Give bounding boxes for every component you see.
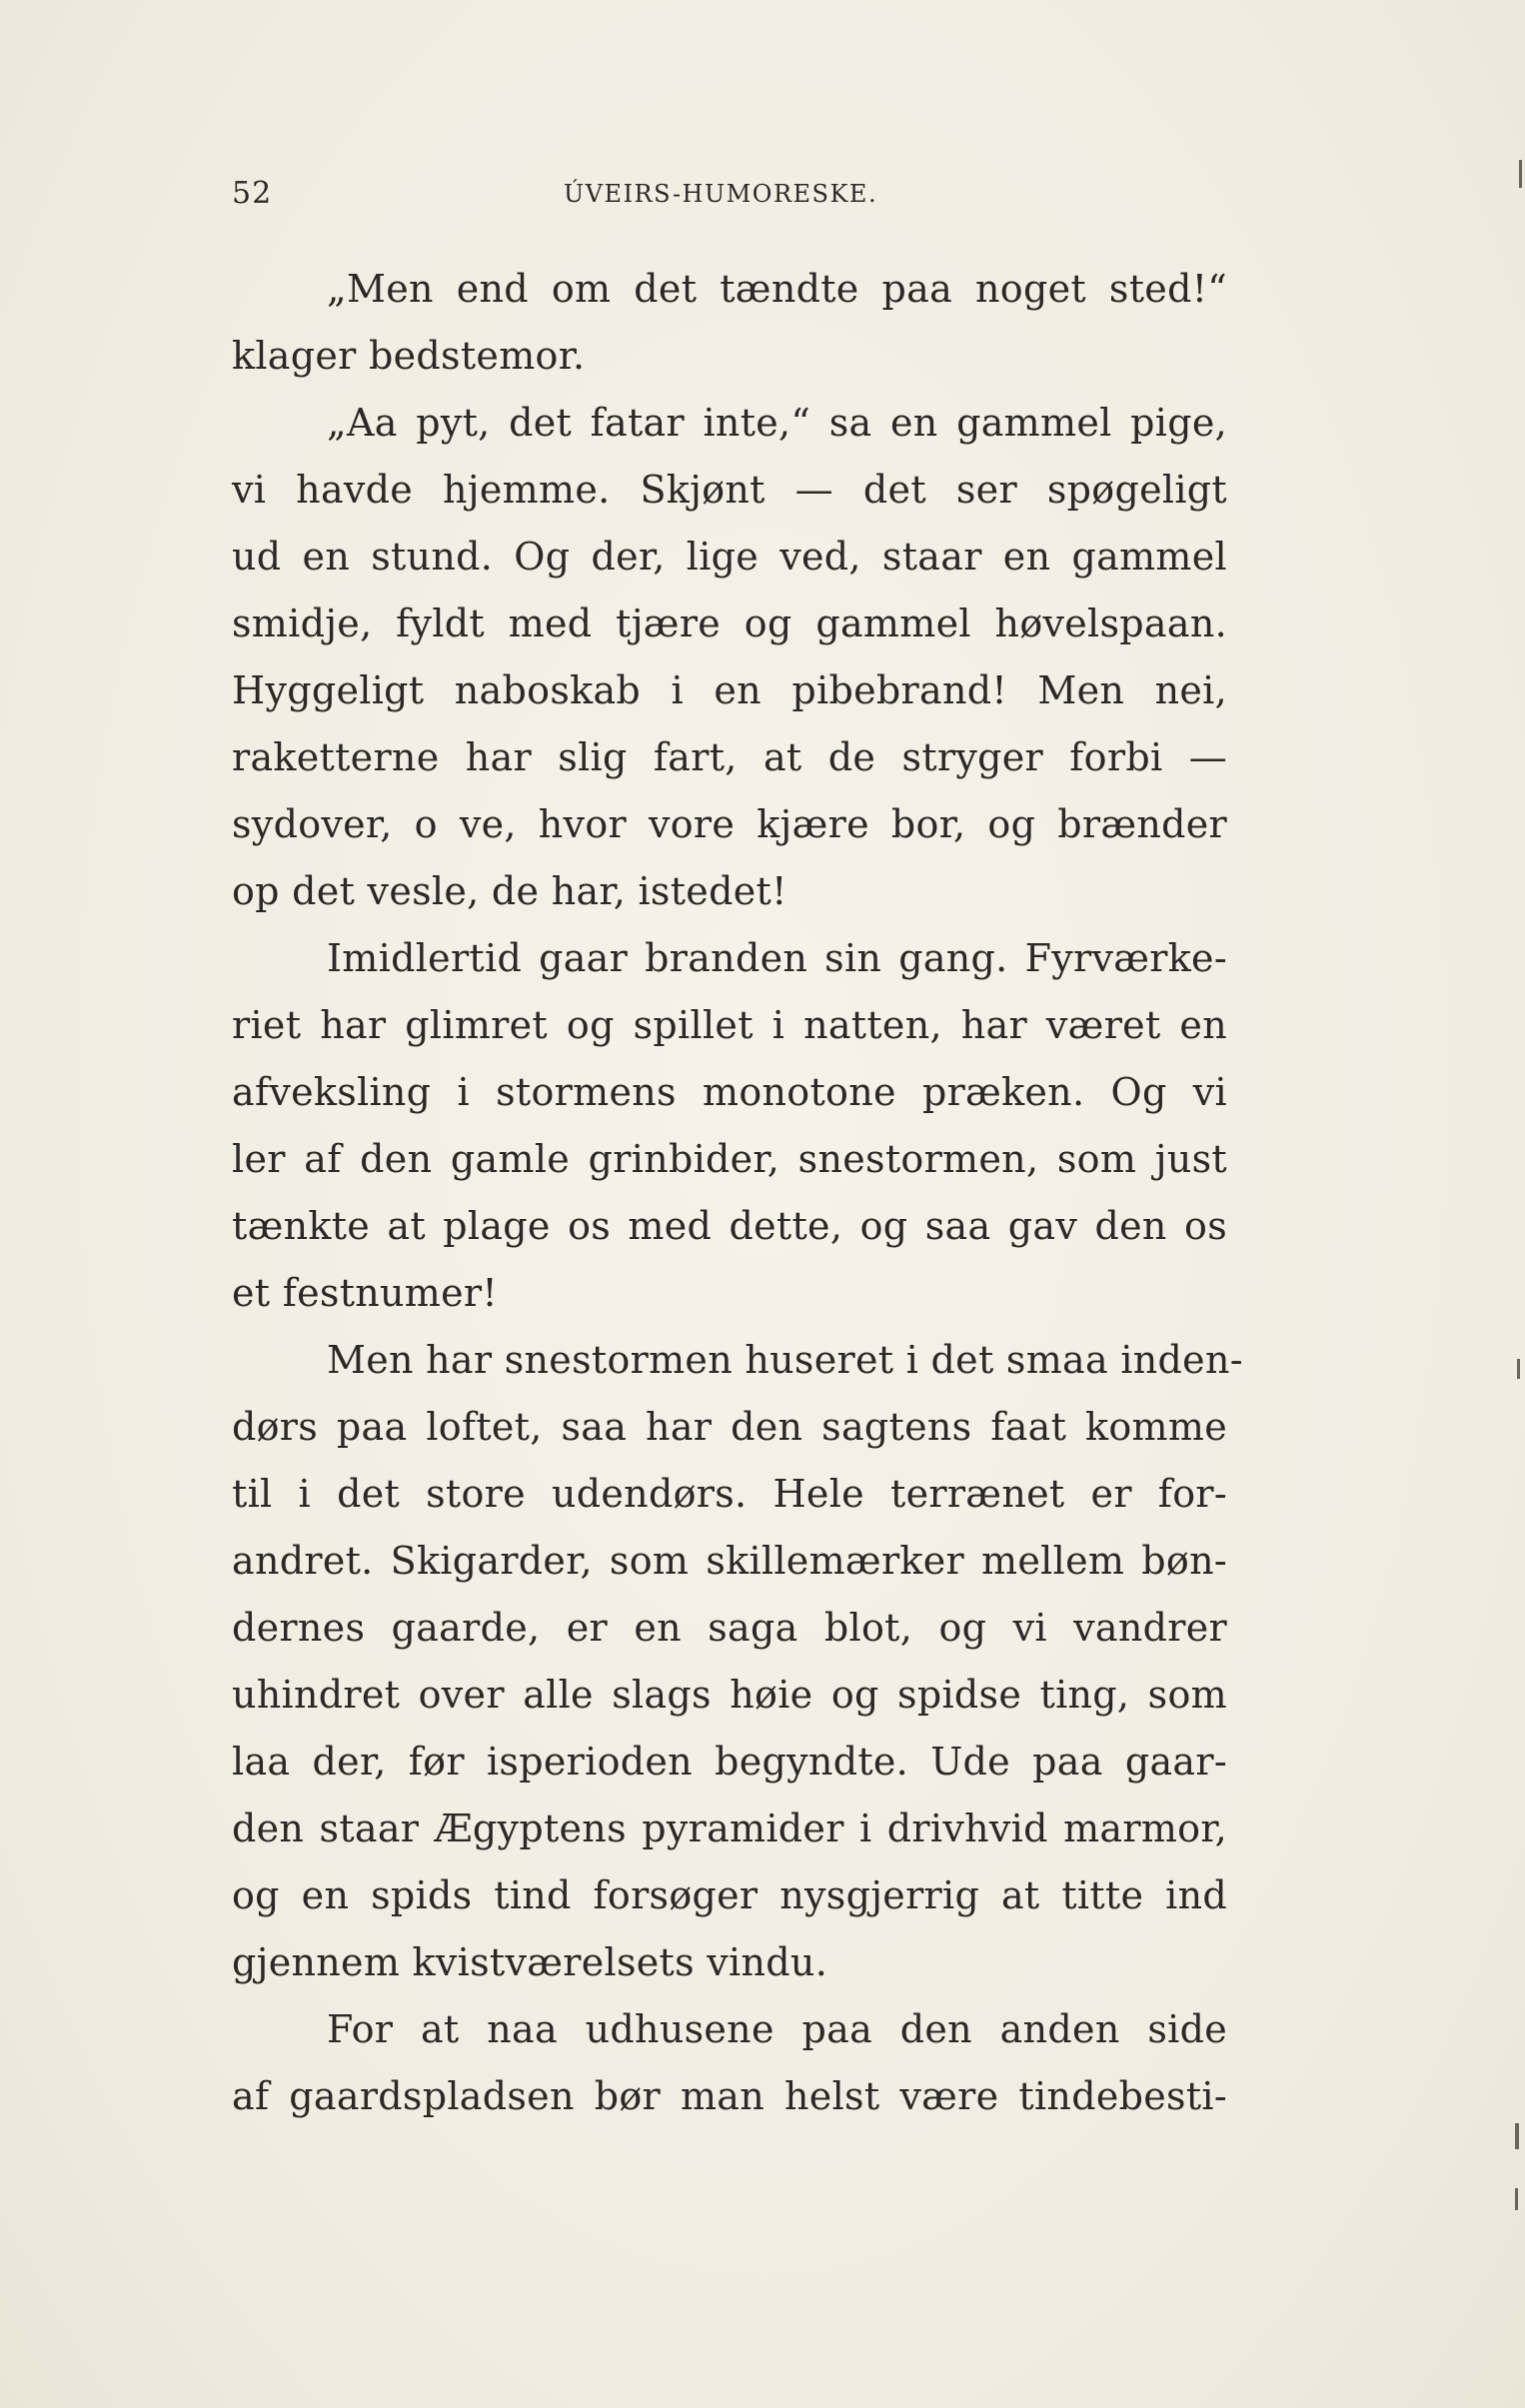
text-line: uhindret over alle slags høie og spidse ting, som xyxy=(232,1673,1227,1717)
text-line: til i det store udendørs. Hele terrænet er for- xyxy=(232,1472,1227,1516)
text-line: dørs paa loftet, saa har den sagtens faat komme xyxy=(232,1405,1227,1449)
text-line: For at naa udhusene paa den anden side xyxy=(327,2007,1227,2051)
text-line: et festnumer! xyxy=(232,1271,498,1315)
page-number: 52 xyxy=(232,176,273,211)
text-line: den staar Ægyptens pyramider i drivhvid marmor, xyxy=(232,1806,1227,1850)
text-line: „Aa pyt, det fatar inte,“ sa en gammel pige, xyxy=(327,401,1227,445)
text-line: „Men end om det tændte paa noget sted!“ xyxy=(327,267,1227,311)
text-line: Imidlertid gaar branden sin gang. Fyrværke- xyxy=(327,936,1227,980)
text-line: sydover, o ve, hvor vore kjære bor, og brænder xyxy=(232,802,1227,846)
scan-edge-mark xyxy=(1519,160,1522,188)
text-line: af gaardspladsen bør man helst være tindebesti- xyxy=(232,2074,1227,2118)
text-line: andret. Skigarder, som skillemærker mellem bøn- xyxy=(232,1539,1227,1583)
text-line: laa der, før isperioden begyndte. Ude paa gaar- xyxy=(232,1740,1227,1784)
running-title: ÚVEIRS-HUMORESKE. xyxy=(564,180,878,208)
text-line: tænkte at plage os med dette, og saa gav den os xyxy=(232,1204,1227,1248)
text-line: op det vesle, de har, istedet! xyxy=(232,869,787,913)
text-line: ud en stund. Og der, lige ved, staar en gammel xyxy=(232,535,1227,579)
text-line: vi havde hjemme. Skjønt — det ser spøgeligt xyxy=(232,468,1227,512)
text-line: gjennem kvistværelsets vindu. xyxy=(232,1940,828,1984)
text-line: og en spids tind forsøger nysgjerrig at titte ind xyxy=(232,1873,1227,1917)
text-line: raketterne har slig fart, at de stryger forbi — xyxy=(232,735,1227,779)
page-header xyxy=(232,176,1231,216)
scan-edge-mark xyxy=(1517,1359,1520,1379)
text-line: Hyggeligt naboskab i en pibebrand! Men nei, xyxy=(232,668,1227,712)
body-text xyxy=(232,256,1243,2130)
text-line: smidje, fyldt med tjære og gammel høvelspaan. xyxy=(232,602,1227,645)
text-line: riet har glimret og spillet i natten, har været en xyxy=(232,1003,1227,1047)
scan-edge-mark xyxy=(1515,2123,1519,2149)
text-line: klager bedstemor. xyxy=(232,334,586,378)
scan-edge-mark xyxy=(1515,2188,1518,2210)
text-line: afveksling i stormens monotone præken. Og vi xyxy=(232,1070,1227,1114)
text-line: Men har snestormen huseret i det smaa inden- xyxy=(327,1338,1243,1382)
text-line: dernes gaarde, er en saga blot, og vi vandrer xyxy=(232,1606,1227,1650)
text-line: ler af den gamle grinbider, snestormen, som just xyxy=(232,1137,1227,1181)
